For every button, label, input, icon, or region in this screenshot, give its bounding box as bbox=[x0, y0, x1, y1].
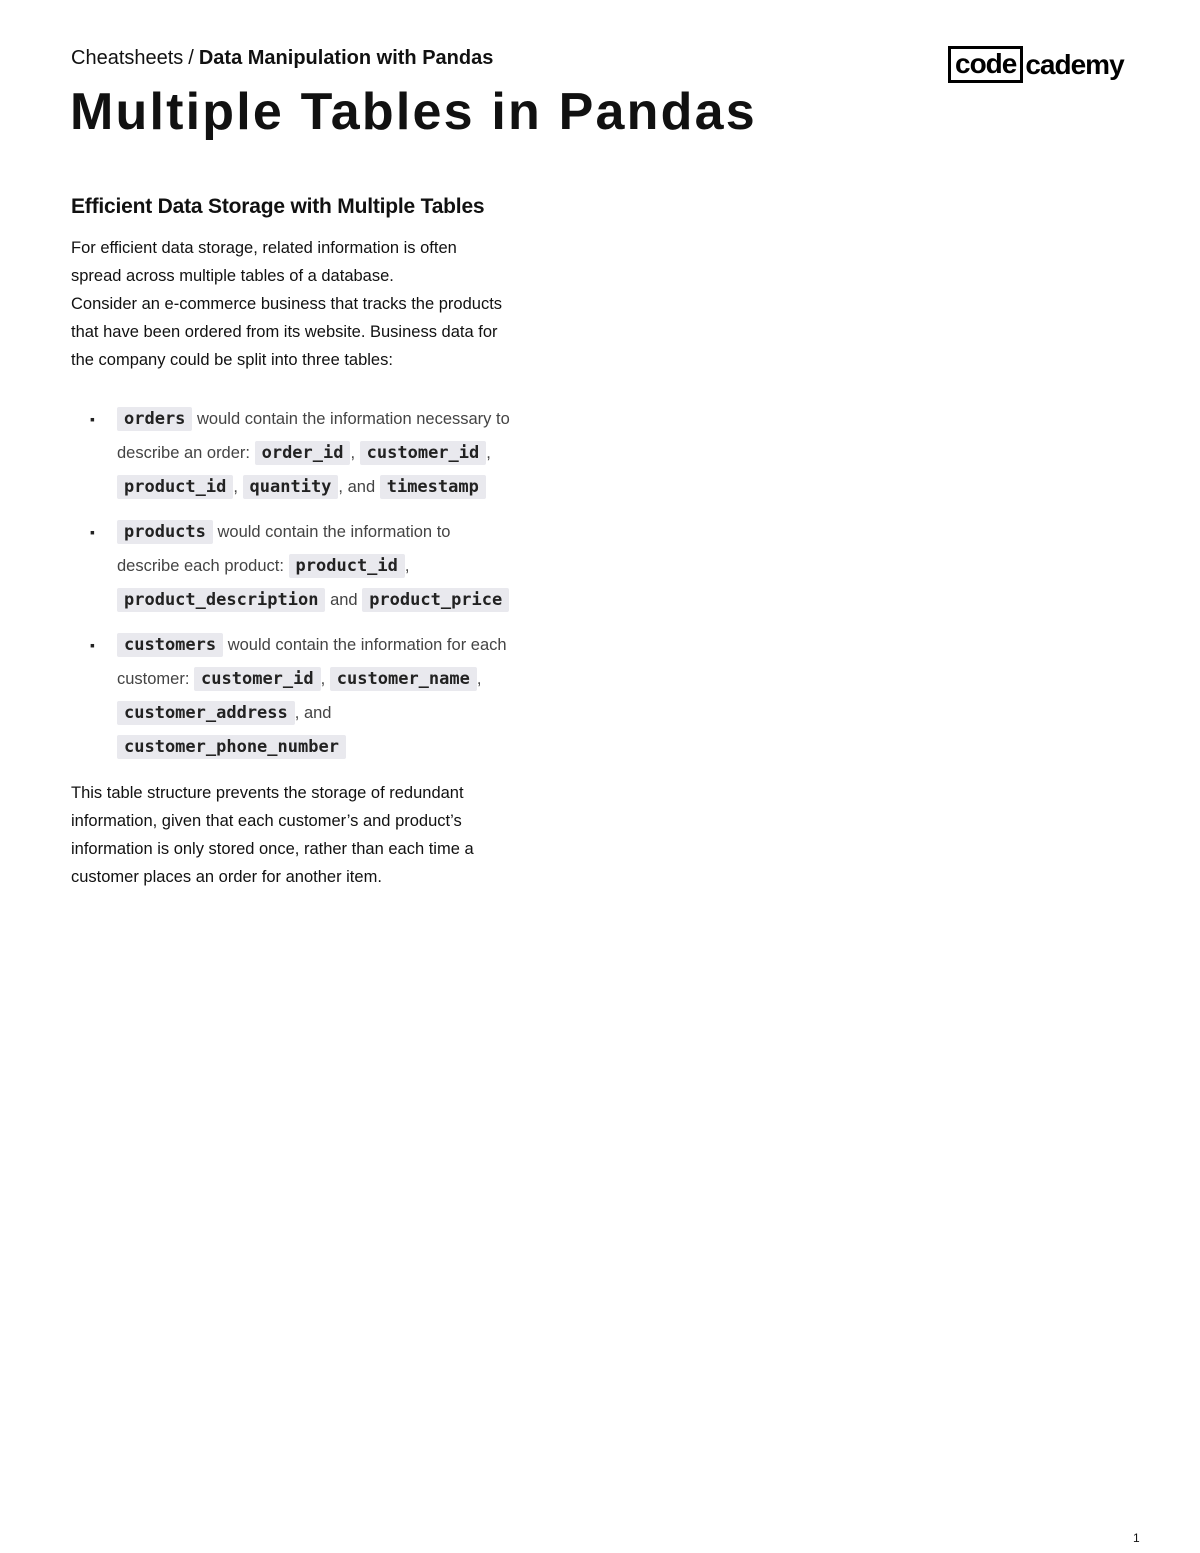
item-and: and bbox=[347, 478, 376, 496]
intro-paragraph-2: Consider an e-commerce business that tracks the products that have been ordered from its website. Business data for the company could be split into three tables: bbox=[71, 295, 503, 369]
item-text: would contain the information necessary to describe an order: bbox=[117, 410, 510, 462]
tables-list bbox=[71, 402, 511, 764]
page-number: 1 bbox=[1133, 1531, 1140, 1545]
code-column: product_description bbox=[117, 588, 325, 612]
code-column: quantity bbox=[243, 475, 339, 499]
bullet-icon: ▪ bbox=[90, 411, 95, 427]
page-title: Multiple Tables in Pandas bbox=[70, 83, 757, 141]
code-column: product_id bbox=[117, 475, 233, 499]
section-heading: Efficient Data Storage with Multiple Tables bbox=[71, 195, 485, 218]
bullet-icon: ▪ bbox=[90, 524, 95, 540]
code-column: customer_phone_number bbox=[117, 735, 346, 759]
breadcrumb-root-link[interactable]: Cheatsheets bbox=[71, 47, 184, 69]
code-column: product_price bbox=[362, 588, 509, 612]
code-column: customer_id bbox=[360, 441, 487, 465]
cheatsheet-section bbox=[71, 192, 511, 891]
code-table-name: products bbox=[117, 520, 213, 544]
code-column: timestamp bbox=[380, 475, 486, 499]
list-item-products: ▪ products would contain the information to describe each product: product_id , product_description and product_price bbox=[71, 515, 511, 617]
code-column: customer_address bbox=[117, 701, 295, 725]
intro-paragraph: For efficient data storage, related information is often spread across multiple tables of a database. bbox=[71, 239, 457, 285]
logo-rest-text: cademy bbox=[1025, 48, 1124, 80]
item-text: would contain the information to describe each product: bbox=[117, 523, 451, 575]
bullet-icon: ▪ bbox=[90, 637, 95, 653]
item-and: and bbox=[330, 591, 358, 609]
breadcrumb bbox=[71, 45, 493, 71]
codecademy-logo[interactable] bbox=[948, 46, 1124, 83]
list-item-orders: ▪ orders would contain the information necessary to describe an order: order_id , customer_id , product_id , quantity , and timestamp bbox=[71, 402, 511, 504]
code-column: customer_name bbox=[330, 667, 477, 691]
breadcrumb-current[interactable]: Data Manipulation with Pandas bbox=[198, 47, 494, 69]
code-table-name: customers bbox=[117, 633, 223, 657]
breadcrumb-separator: / bbox=[188, 47, 194, 69]
code-column: order_id bbox=[255, 441, 351, 465]
item-and: and bbox=[303, 704, 332, 722]
code-column: customer_id bbox=[194, 667, 321, 691]
list-item-customers: ▪ customers would contain the information for each customer: customer_id , customer_name , customer_address , and customer_phone_number bbox=[71, 628, 511, 764]
code-table-name: orders bbox=[117, 407, 192, 431]
logo-boxed-text: code bbox=[948, 46, 1023, 83]
code-column: product_id bbox=[289, 554, 405, 578]
item-text: would contain the information for each customer: bbox=[117, 636, 507, 688]
closing-paragraph: This table structure prevents the storage of redundant information, given that each customer’s and product’s information is only stored once, rather than each time a customer places an order for another item. bbox=[71, 784, 474, 886]
